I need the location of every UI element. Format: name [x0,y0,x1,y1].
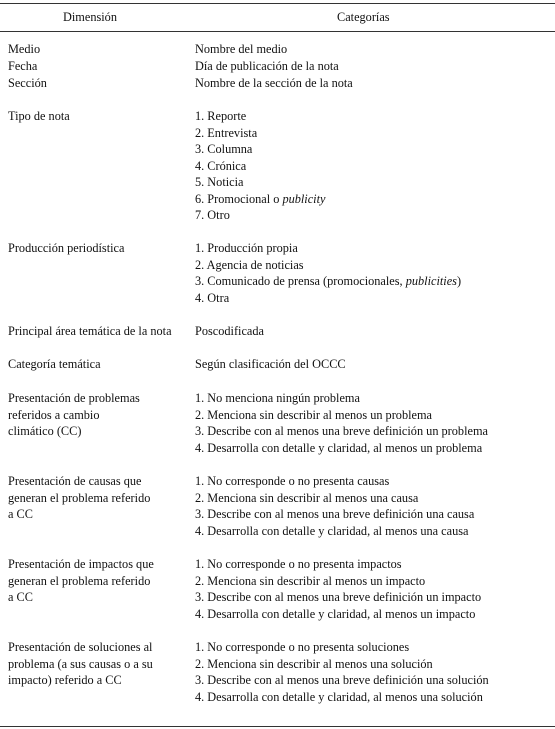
category-text: 2. Agencia de noticias [195,257,304,272]
row-category-item [195,174,244,191]
top-rule [0,3,555,4]
category-text: Nombre del medio [195,42,288,56]
row-dimension-line: Producción periodística [8,241,125,255]
row-category-item [195,58,339,75]
row-category-item [195,75,353,92]
row-dimension-line: Principal área temática de la nota [8,324,172,338]
category-text: 2. Menciona sin describir al menos un problema [195,407,432,422]
row-category-item [195,108,246,125]
row-category-item [195,606,475,623]
category-text: 4. Crónica [195,158,247,173]
category-text: 4. Otra [195,290,230,305]
category-text: 1. Producción propia [195,241,298,255]
row-category-item [195,656,433,673]
header-categories: Categorías [337,10,390,24]
row-category-item [195,323,264,340]
row-category-item [195,125,257,142]
category-text: 4. Desarrolla con detalle y claridad, al menos un impacto [195,606,476,621]
row-category-item [195,423,488,440]
row-category-item [195,240,298,257]
category-text: 1. Reporte [195,109,247,123]
row-category-item [195,257,304,274]
category-text: 1. No corresponde o no presenta soluciones [195,640,410,654]
row-category-item [195,41,287,58]
row-category-item [195,689,483,706]
row-dimension-line: generan el problema referido [8,573,151,588]
row-dimension-line: referidos a cambio [8,407,100,422]
row-category-item [195,407,432,424]
category-text: 4. Desarrolla con detalle y claridad, al menos una causa [195,523,469,538]
row-category-item [195,290,229,307]
italic-term: publicities [405,274,457,288]
row-category-item [195,556,402,573]
row-dimension-line: a CC [8,590,33,604]
row-category-item [195,141,252,158]
row-category-item [195,273,461,290]
row-category-item [195,589,481,606]
row-category-item [195,158,246,175]
row-category-item [195,440,482,457]
row-dimension-line: problema (a sus causas o a su [8,656,153,671]
category-text: Nombre de la sección de la nota [195,76,353,90]
row-dimension-line: Tipo de nota [8,109,70,123]
row-dimension-line: climático (CC) [8,424,82,438]
row-category-item [195,473,389,490]
row-dimension-line: Presentación de problemas [8,391,140,405]
bottom-rule [0,726,555,727]
row-dimension-line: Medio [8,42,41,56]
category-text: 3. Comunicado de prensa (promocionales, [195,274,406,288]
category-text: 2. Menciona sin describir al menos una solución [195,656,433,671]
row-category-item [195,506,474,523]
category-text: 2. Entrevista [195,125,258,140]
header-rule [0,31,555,32]
row-category-item [195,191,325,208]
row-dimension-line: Presentación de soluciones al [8,640,153,654]
category-text: 1. No menciona ningún problema [195,391,360,405]
category-text: Según clasificación del OCCC [195,357,346,371]
category-text: ) [456,274,462,288]
row-category-item [195,390,360,407]
category-text: 7. Otro [195,208,230,222]
row-dimension-line: Sección [8,76,47,90]
category-text: Día de publicación de la nota [195,59,339,73]
row-category-item [195,523,469,540]
category-text: 3. Describe con al menos una breve definición un problema [195,424,488,438]
row-category-item [195,356,346,373]
row-category-item [195,672,489,689]
row-dimension-line: a CC [8,507,33,521]
category-text: 3. Describe con al menos una breve definición un impacto [195,590,482,604]
category-text: 2. Menciona sin describir al menos una causa [195,490,419,505]
category-text: 4. Desarrolla con detalle y claridad, al menos una solución [195,689,483,704]
row-dimension-line: Presentación de impactos que [8,557,154,571]
row-category-item [195,207,230,224]
category-text: 1. No corresponde o no presenta impactos [195,557,402,571]
row-dimension-line: Presentación de causas que [8,474,142,488]
header-dimension: Dimensión [63,10,117,24]
row-category-item [195,573,425,590]
category-text: 3. Describe con al menos una breve definición una solución [195,673,489,687]
row-category-item [195,639,409,656]
italic-term: publicity [282,191,326,206]
category-text: 6. Promocional o [195,191,283,206]
category-text: 4. Desarrolla con detalle y claridad, al menos un problema [195,440,483,455]
row-dimension-line: impacto) referido a CC [8,673,122,687]
category-text: 5. Noticia [195,175,244,189]
row-dimension-line: generan el problema referido [8,490,151,505]
category-text: 3. Describe con al menos una breve definición una causa [195,507,475,521]
category-text: Poscodificada [195,324,264,338]
category-text: 1. No corresponde o no presenta causas [195,474,390,488]
category-text: 2. Menciona sin describir al menos un impacto [195,573,426,588]
row-dimension-line: Fecha [8,59,38,73]
row-dimension-line: Categoría temática [8,357,101,371]
category-text: 3. Columna [195,142,253,156]
row-category-item [195,490,418,507]
